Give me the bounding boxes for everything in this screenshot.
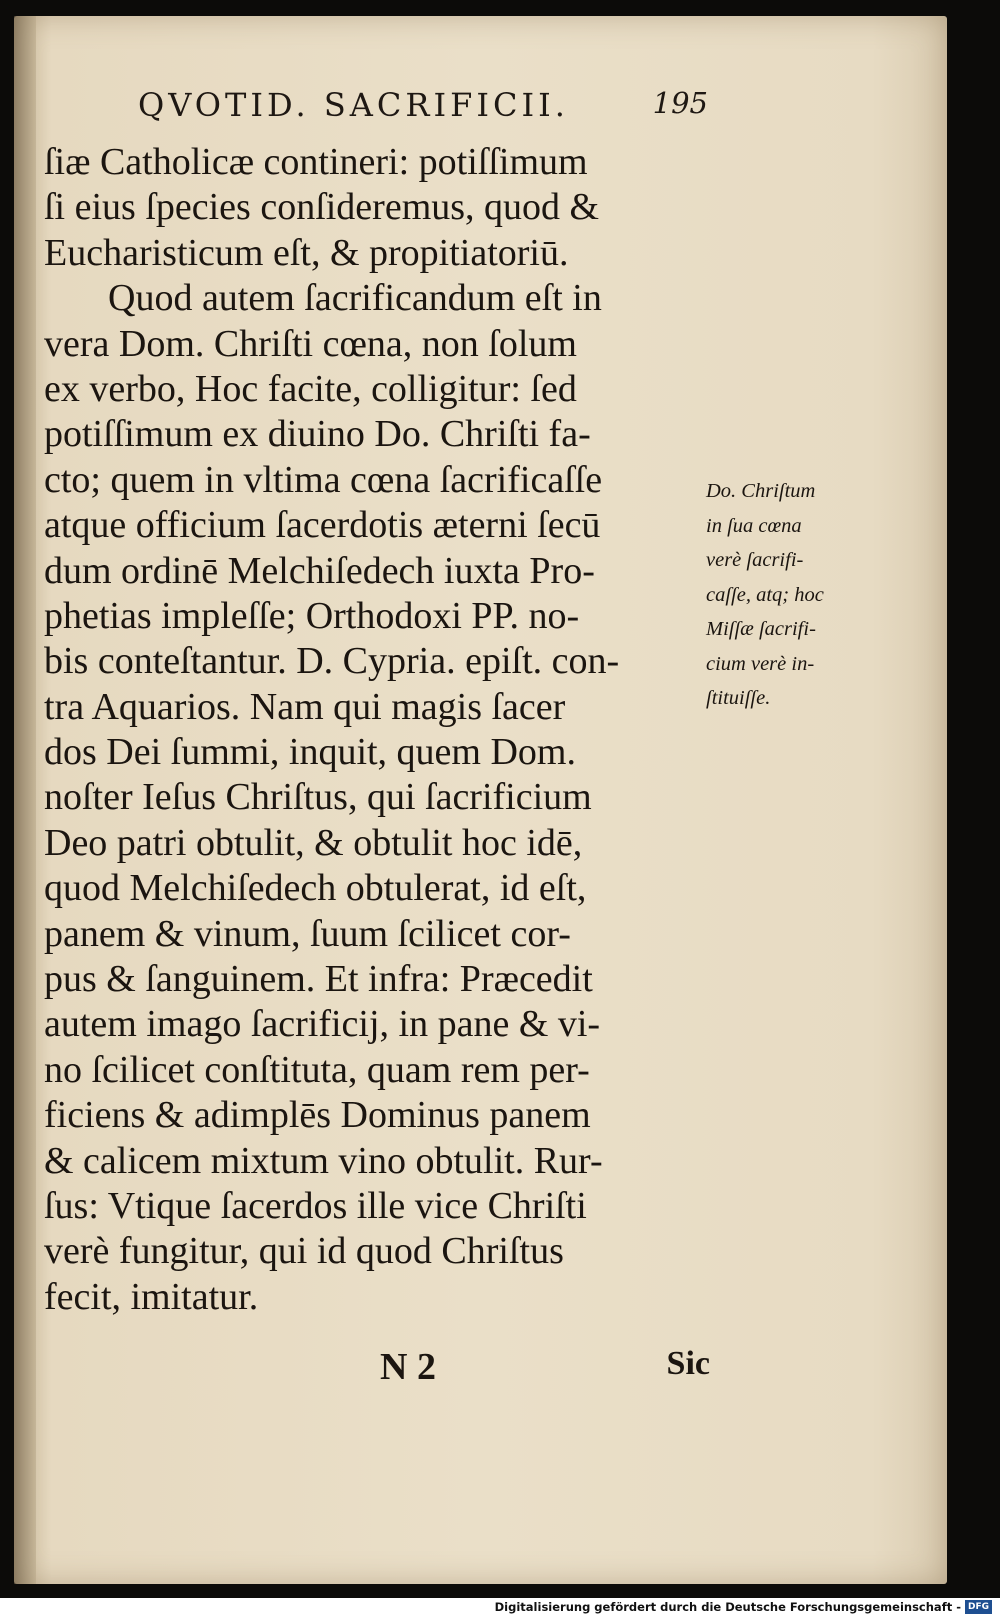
text-line: verè fungitur, qui id quod Chriſtus: [44, 1230, 564, 1273]
text-line: ſi eius ſpecies conſideremus, quod &: [44, 186, 600, 229]
marginal-note-line: verè ſacrifi-: [706, 549, 804, 571]
text-line: Deo patri obtulit, & obtulit hoc idē,: [44, 821, 583, 864]
page-gutter-shadow: [14, 16, 36, 1584]
text-line: fecit, imitatur.: [44, 1275, 259, 1318]
text-line: pus & ſanguinem. Et infra: Præcedit: [44, 958, 593, 1001]
text-line: ſus: Vtique ſacerdos ille vice Chriſti: [44, 1184, 587, 1227]
marginal-note-line: caſſe, atq; hoc: [706, 583, 824, 606]
text-line: dum ordinē Melchiſedech iuxta Pro-: [44, 549, 595, 592]
text-line: bis conteſtantur. D. Cypria. epiſt. con-: [44, 640, 620, 683]
funding-credit: [495, 1599, 992, 1615]
text-line: dos Dei ſummi, inquit, quem Dom.: [44, 731, 576, 774]
text-line: cto; quem in vltima cœna ſacrificaſſe: [44, 458, 603, 501]
marginal-note: [706, 474, 856, 716]
text-line: atque officium ſacerdotis æterni ſecū: [44, 504, 601, 547]
credit-text: Digitalisierung gefördert durch die Deutsche Forschungsgemeinschaft -: [494, 1600, 961, 1614]
text-line: panem & vinum, ſuum ſcilicet cor-: [44, 912, 571, 955]
marginal-note-line: in ſua cœna: [706, 514, 802, 537]
text-line: no ſcilicet conſtituta, quam rem per-: [44, 1048, 590, 1091]
folio-number: 195: [652, 86, 708, 120]
body-text: [44, 140, 704, 1320]
running-head: QVOTID. SACRIFICII.: [138, 86, 569, 124]
page-header: [110, 86, 708, 130]
marginal-note-line: Do. Chriſtum: [706, 480, 816, 502]
text-line: Eucharisticum eſt, & propitiatoriū.: [44, 231, 569, 274]
marginal-note-line: cium verè in-: [706, 652, 815, 675]
page-footer: [380, 1345, 710, 1391]
text-line: autem imago ſacrificij, in pane & vi-: [44, 1003, 601, 1046]
text-line: tra Aquarios. Nam qui magis ſacer: [44, 685, 566, 728]
paragraph-start-line: Quod autem ſacrificandum eſt in: [108, 277, 602, 320]
catchword: Sic: [666, 1345, 710, 1382]
text-line: ficiens & adimplēs Dominus panem: [44, 1094, 591, 1137]
text-line: noſter Ieſus Chriſtus, qui ſacrificium: [44, 776, 592, 819]
text-line: vera Dom. Chriſti cœna, non ſolum: [44, 322, 577, 365]
marginal-note-line: ſtituiſſe.: [706, 687, 771, 709]
text-line: & calicem mixtum vino obtulit. Rur-: [44, 1139, 603, 1182]
text-line: potiſſimum ex diuino Do. Chriſti fa-: [44, 413, 591, 456]
dfg-logo-icon: DFG: [965, 1600, 992, 1614]
text-line: quod Melchiſedech obtulerat, id eſt,: [44, 867, 587, 910]
text-line: ſiæ Catholicæ contineri: potiſſimum: [44, 141, 588, 183]
marginal-note-line: Miſſæ ſacrifi-: [706, 618, 816, 640]
text-line: ex verbo, Hoc facite, colligitur: ſed: [44, 367, 577, 410]
text-line: phetias impleſſe; Orthodoxi PP. no-: [44, 594, 580, 637]
signature-mark: N 2: [380, 1346, 436, 1388]
